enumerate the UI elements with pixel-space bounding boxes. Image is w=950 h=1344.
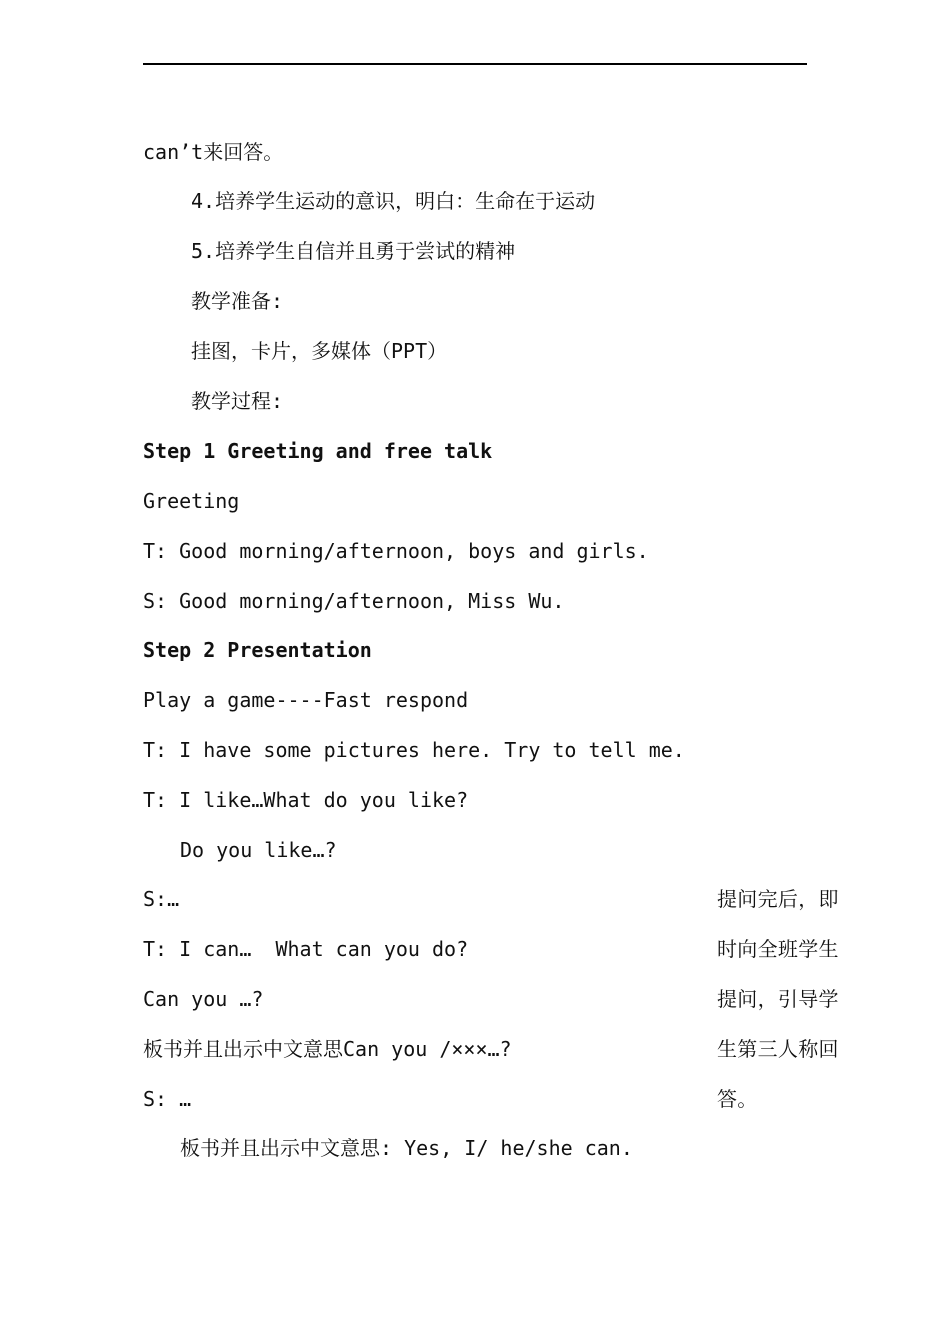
dialogue-line: T: I like…What do you like? [143,788,469,812]
section-heading: 教学过程: [191,389,284,413]
header-rule [143,63,807,65]
dialogue-line: S: Good morning/afternoon, Miss Wu. [143,589,565,613]
side-note-line: 提问，引导学 [717,987,839,1011]
step-heading: Step 2 Presentation [143,638,372,662]
dialogue-line: T: I can… What can you do? [143,937,469,961]
side-note-line: 时向全班学生 [717,937,839,961]
side-note-line: 提问完后，即 [717,887,839,911]
dialogue-line: Do you like…? [180,838,337,862]
text-line: Play a game----Fast respond [143,688,469,712]
dialogue-line: T: Good morning/afternoon, boys and girls. [143,539,649,563]
section-heading: 教学准备: [191,289,284,313]
dialogue-line: S: … [143,1087,192,1111]
side-note-line: 答。 [717,1087,758,1111]
text-line: 板书并且出示中文意思Can you /×××…? [143,1037,512,1061]
text-line: 板书并且出示中文意思: Yes, I/ he/she can. [180,1136,633,1160]
text-line: 4.培养学生运动的意识，明白：生命在于运动 [191,189,596,213]
side-note-line: 生第三人称回 [717,1037,839,1061]
text-line: 挂图，卡片，多媒体（PPT） [191,339,448,363]
text-line: Greeting [143,489,240,513]
dialogue-line: S:… [143,887,180,911]
text-line: can’t来回答。 [143,140,284,164]
dialogue-line: Can you …? [143,987,264,1011]
dialogue-line: T: I have some pictures here. Try to tell me. [143,738,685,762]
text-line: 5.培养学生自信并且勇于尝试的精神 [191,239,516,263]
step-heading: Step 1 Greeting and free talk [143,439,493,463]
